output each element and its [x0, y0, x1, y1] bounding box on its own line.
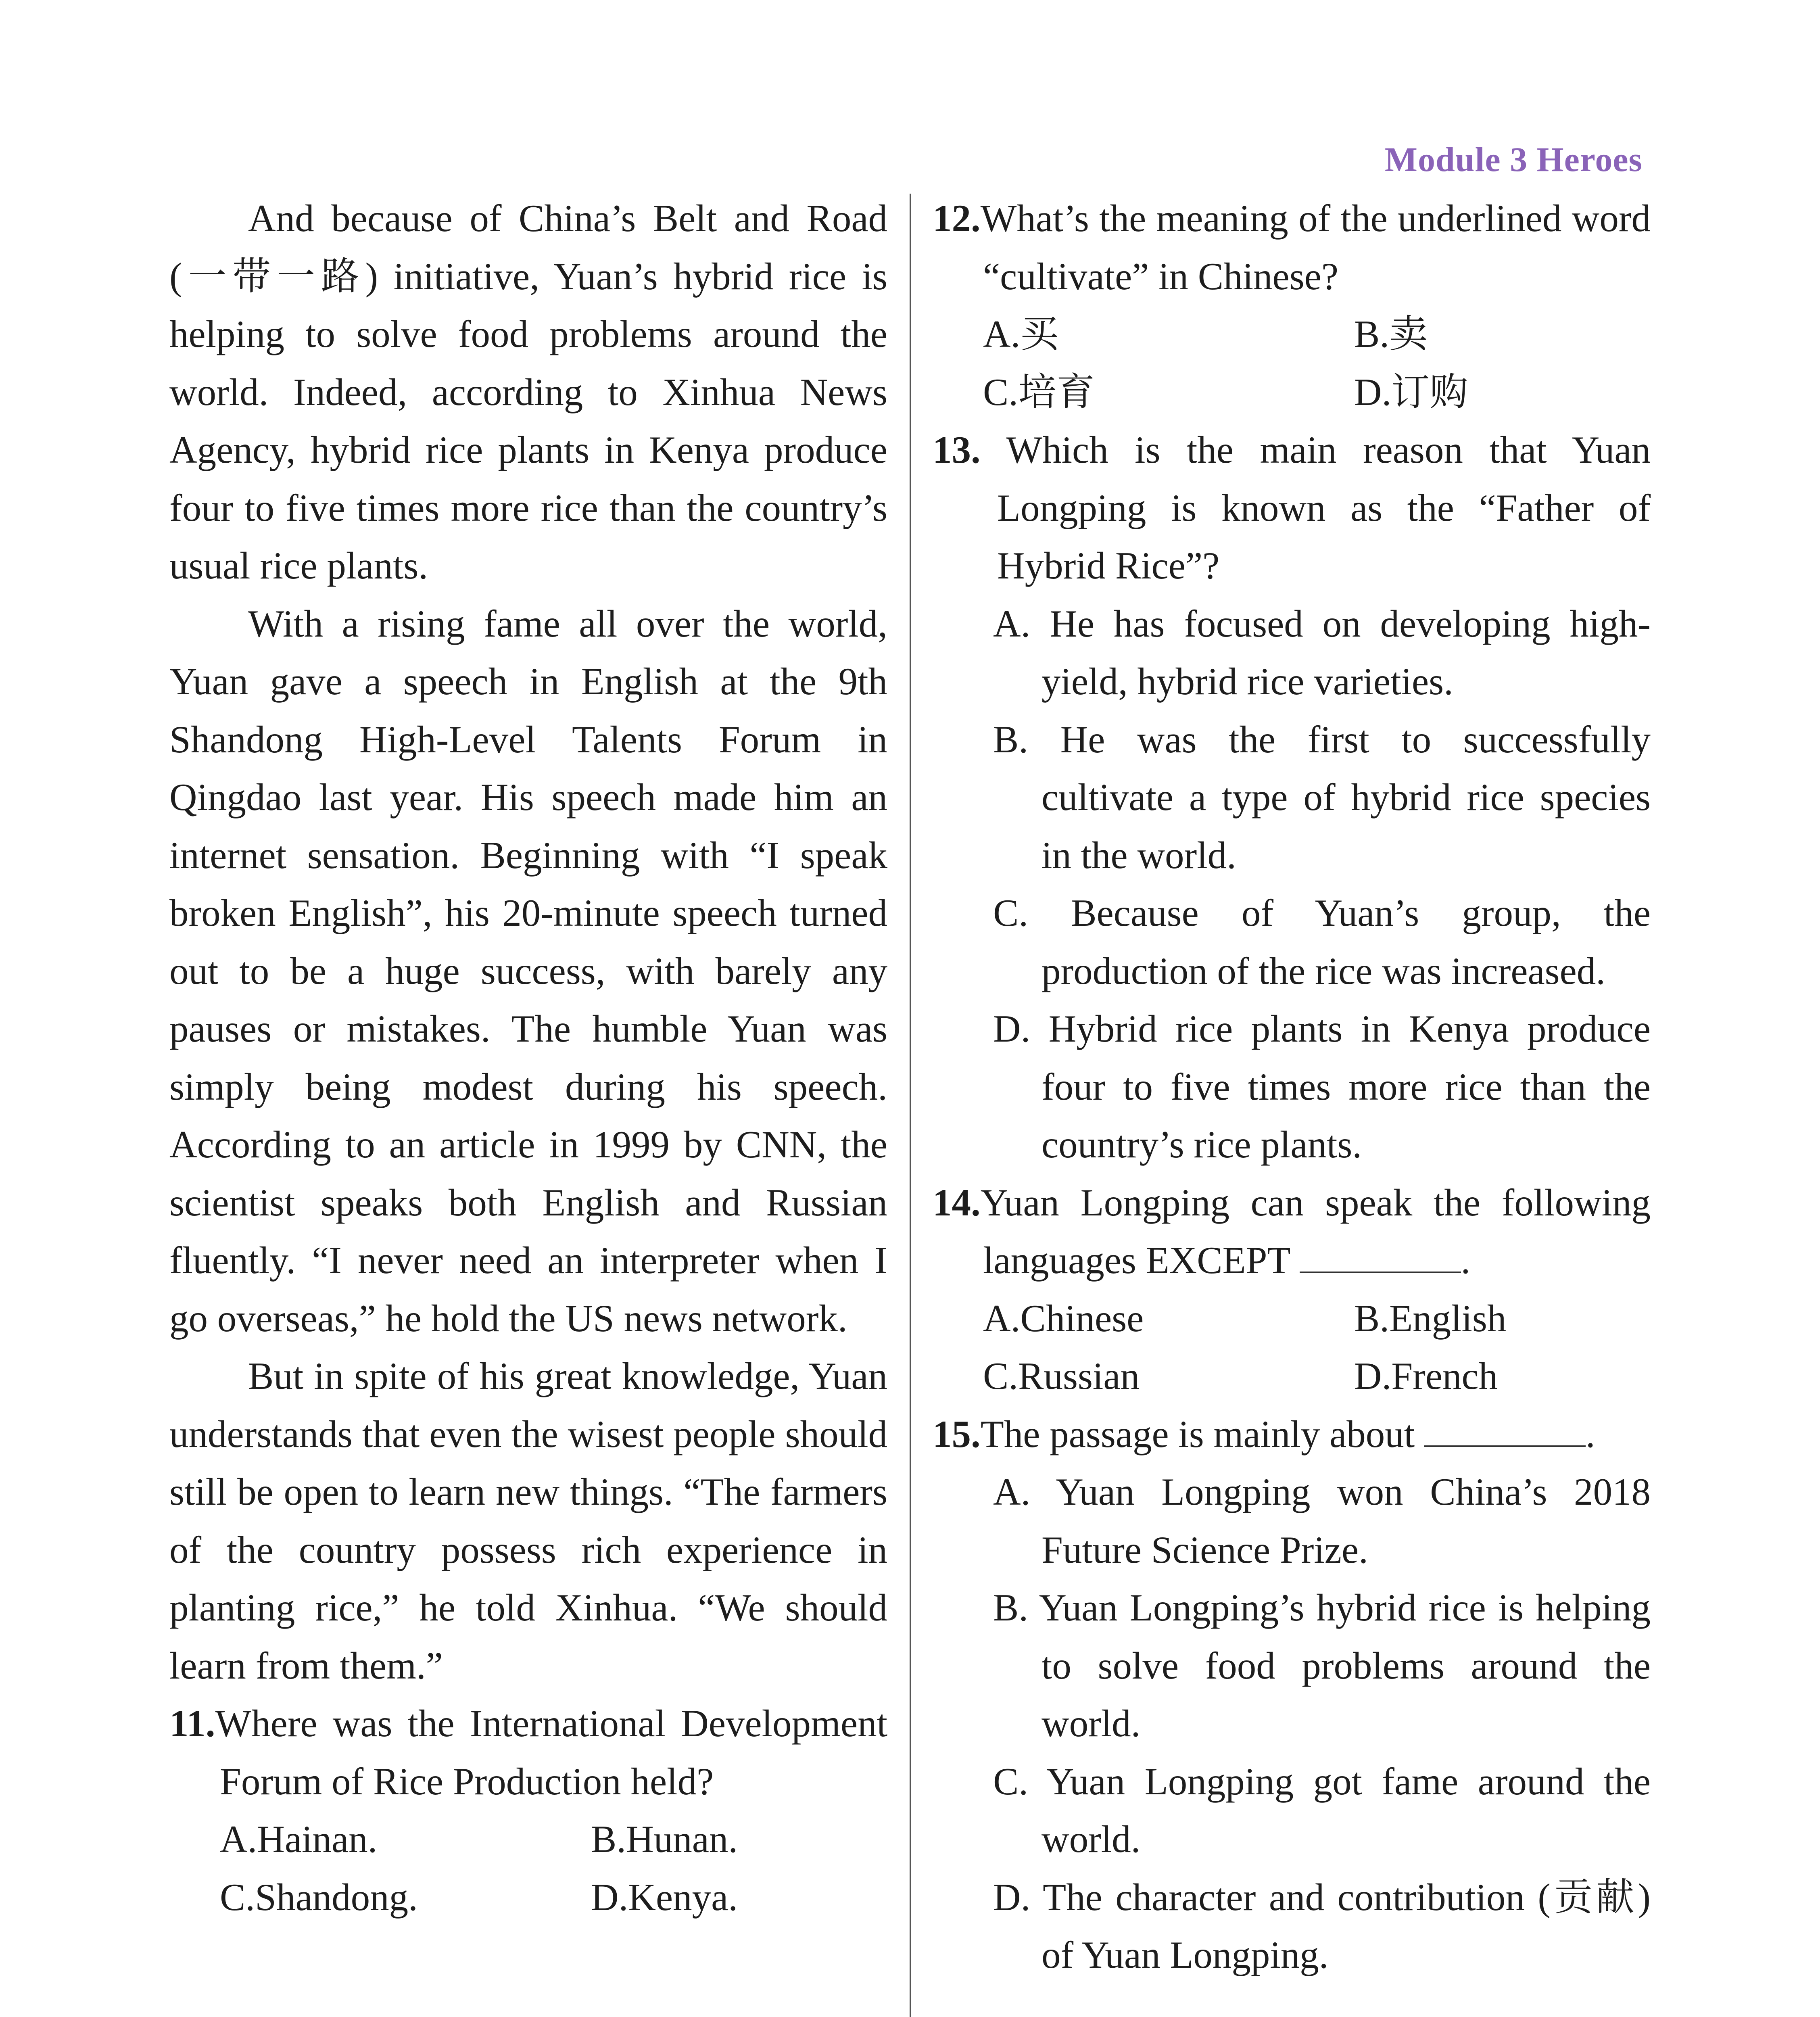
option-b: B. Yuan Longping’s hybrid rice is helping to solve food problems around the world.	[993, 1586, 1651, 1745]
option-c: C.培育	[983, 370, 1095, 413]
question-12: 12.What’s the meaning of the underlined word “cultivate” in Chinese? A.买 B.卖 C.培育 D.订购	[933, 190, 1651, 421]
option-a: A.买	[983, 313, 1059, 355]
right-column	[933, 190, 1651, 1984]
passage-paragraph: But in spite of his great knowledge, Yuan understands that even the wisest people should still be open to learn new things. “The farmers of the country possess rich experience in planting rice,” he told Xinhua. “We should learn from them.”	[169, 1355, 887, 1687]
option-d: D. The character and contribution (贡献) of Yuan Longping.	[993, 1875, 1651, 1976]
option-a: A.Hainan.	[220, 1818, 378, 1860]
option-b: B.卖	[1354, 313, 1428, 355]
passage-paragraph: And because of China’s Belt and Road (一带一路) initiative, Yuan’s hybrid rice is helping to solve food problems around the world. Indeed, according to Xinhua News Agency, hybrid rice plants in Kenya produce four to five times more rice than the country’s usual rice plants.	[169, 197, 887, 587]
option-d: D. Hybrid rice plants in Kenya produce four to five times more rice than the country’s rice plants.	[993, 1007, 1651, 1166]
column-divider	[910, 194, 911, 2017]
option-d: D.French	[1354, 1355, 1498, 1397]
option-c: C. Yuan Longping got fame around the world.	[993, 1760, 1651, 1860]
option-b: B.Hunan.	[591, 1818, 738, 1860]
option-b: B. He was the first to successfully cultivate a type of hybrid rice species in the world.	[993, 718, 1651, 877]
option-d: D.Kenya.	[591, 1875, 738, 1919]
question-stem: Where was the International Development Forum of Rice Production held?	[215, 1702, 887, 1803]
option-a: A. Yuan Longping won China’s 2018 Future Science Prize.	[993, 1470, 1651, 1571]
left-column	[169, 190, 887, 1926]
option-a: A.Chinese	[983, 1297, 1144, 1340]
answer-blank	[1424, 1413, 1586, 1447]
question-stem: What’s the meaning of the underlined word “cultivate” in Chinese?	[980, 197, 1651, 298]
answer-blank	[1300, 1239, 1461, 1273]
option-b: B.English	[1354, 1297, 1507, 1340]
question-number: 11	[169, 1702, 206, 1745]
passage-paragraph: With a rising fame all over the world, Yuan gave a speech in English at the 9th Shandong High-Level Talents Forum in Qingdao last year. His speech made him an internet sensation. Beginning with “I speak broken English”, his 20-minute speech turned out to be a huge success, with barely any pauses or mistakes. The humble Yuan was simply being modest during his speech. According to an article in 1999 by CNN, the scientist speaks both English and Russian fluently. “I never need an interpreter when I go overseas,” he hold the US news network.	[169, 602, 887, 1340]
option-a: A. He has focused on developing high-yield, hybrid rice varieties.	[993, 602, 1651, 703]
option-c: C.Shandong.	[220, 1875, 418, 1919]
question-13: 13. Which is the main reason that Yuan Longping is known as the “Father of Hybrid Rice”? A. He has focused on developing high-yield, hybrid rice varieties. B. He was the first to successfully cultivate a type of hybrid rice species in the world. C. Because of Yuan’s group, the production of the rice was increased. D. Hybrid rice plants in Kenya produce four to five times more rice than the country’s rice plants.	[933, 421, 1651, 1174]
question-14: 14.Yuan Longping can speak the following languages EXCEPT . A.Chinese B.English C.Russian D.French	[933, 1174, 1651, 1405]
question-number: 12	[933, 197, 971, 240]
question-stem: Which is the main reason that Yuan Longping is known as the “Father of Hybrid Rice”?	[997, 428, 1651, 587]
option-c: C. Because of Yuan’s group, the production of the rice was increased.	[993, 892, 1651, 992]
question-number: 15	[933, 1412, 971, 1455]
question-number: 14	[933, 1181, 971, 1224]
question-number: 13	[933, 428, 971, 471]
question-stem: The passage is mainly about	[980, 1412, 1415, 1455]
question-stem: Yuan Longping can speak the following languages EXCEPT	[980, 1181, 1651, 1282]
option-d: D.订购	[1354, 370, 1468, 413]
question-15: 15.The passage is mainly about . A. Yuan Longping won China’s 2018 Future Science Prize. B. Yuan Longping’s hybrid rice is helping to solve food problems around the world. C. Yuan Longping got fame around the world. D. The character and contribution (贡献) of Yuan Longping.	[933, 1405, 1651, 1984]
question-11: 11.Where was the International Development Forum of Rice Production held? A.Hainan. B.Hunan. C.Shandong. D.Kenya.	[169, 1695, 887, 1926]
module-title: Module 3 Heroes	[1384, 140, 1643, 179]
option-c: C.Russian	[983, 1355, 1140, 1397]
